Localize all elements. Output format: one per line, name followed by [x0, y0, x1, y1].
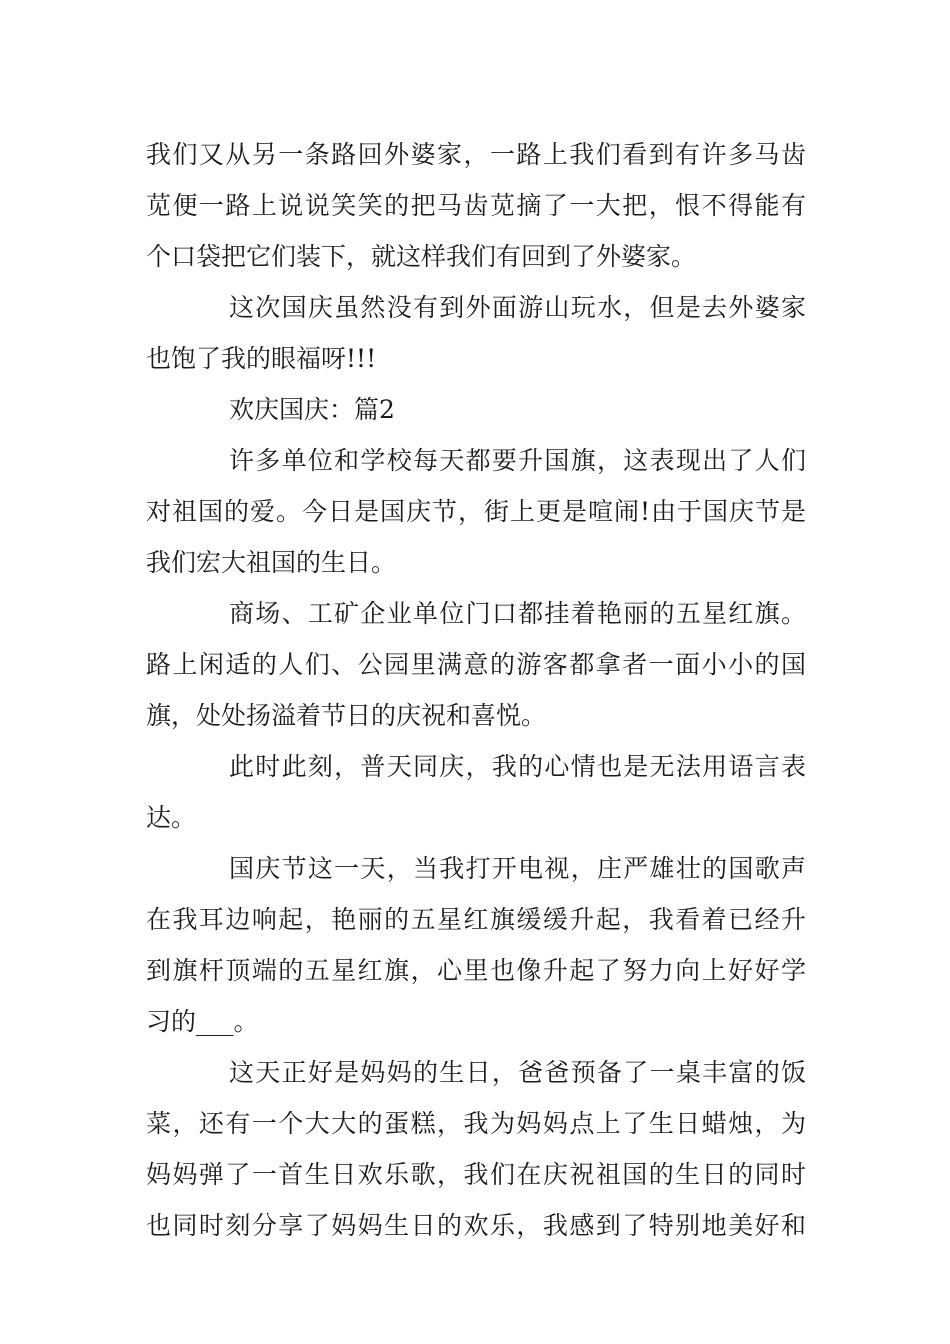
- paragraph-first-line: 这次国庆虽然没有到外面游山玩水，但是去外婆家: [229, 293, 806, 322]
- text-line: 也饱了我的眼福呀!!!: [146, 344, 377, 373]
- text-line: 对祖国的爱。今日是国庆节，街上更是喧闹!由于国庆节是: [146, 497, 806, 526]
- text-line: 到旗杆顶端的五星红旗，心里也像升起了努力向上好好学: [146, 956, 806, 985]
- text-line: 菜，还有一个大大的蛋糕，我为妈妈点上了生日蜡烛，为: [146, 1109, 806, 1138]
- text-line: 我们又从另一条路回外婆家，一路上我们看到有许多马齿: [146, 140, 806, 169]
- text-line: 达。: [146, 803, 197, 832]
- text-line: 妈妈弹了一首生日欢乐歌，我们在庆祝祖国的生日的同时: [146, 1160, 806, 1189]
- text-line: 我们宏大祖国的生日。: [146, 548, 397, 577]
- paragraph-first-line: 商场、工矿企业单位门口都挂着艳丽的五星红旗。: [229, 599, 806, 628]
- text-line: 旗，处处扬溢着节日的庆祝和喜悦。: [146, 701, 547, 730]
- section-heading: 欢庆国庆：篇2: [229, 395, 395, 424]
- text-line: 路上闲适的人们、公园里满意的游客都拿者一面小小的国: [146, 650, 806, 679]
- text-line: 个口袋把它们装下，就这样我们有回到了外婆家。: [146, 242, 697, 271]
- text-line: 在我耳边响起，艳丽的五星红旗缓缓升起，我看着已经升: [146, 905, 806, 934]
- text-line: 苋便一路上说说笑笑的把马齿苋摘了一大把，恨不得能有: [146, 191, 806, 220]
- text-line: 也同时刻分享了妈妈生日的欢乐，我感到了特别地美好和: [146, 1211, 806, 1240]
- text-line: 习的___。: [146, 1007, 259, 1036]
- paragraph-first-line: 国庆节这一天，当我打开电视，庄严雄壮的国歌声: [229, 854, 806, 883]
- paragraph-first-line: 此时此刻，普天同庆，我的心情也是无法用语言表: [229, 752, 806, 781]
- paragraph-first-line: 这天正好是妈妈的生日，爸爸预备了一桌丰富的饭: [229, 1058, 806, 1087]
- paragraph-first-line: 许多单位和学校每天都要升国旗，这表现出了人们: [229, 446, 806, 475]
